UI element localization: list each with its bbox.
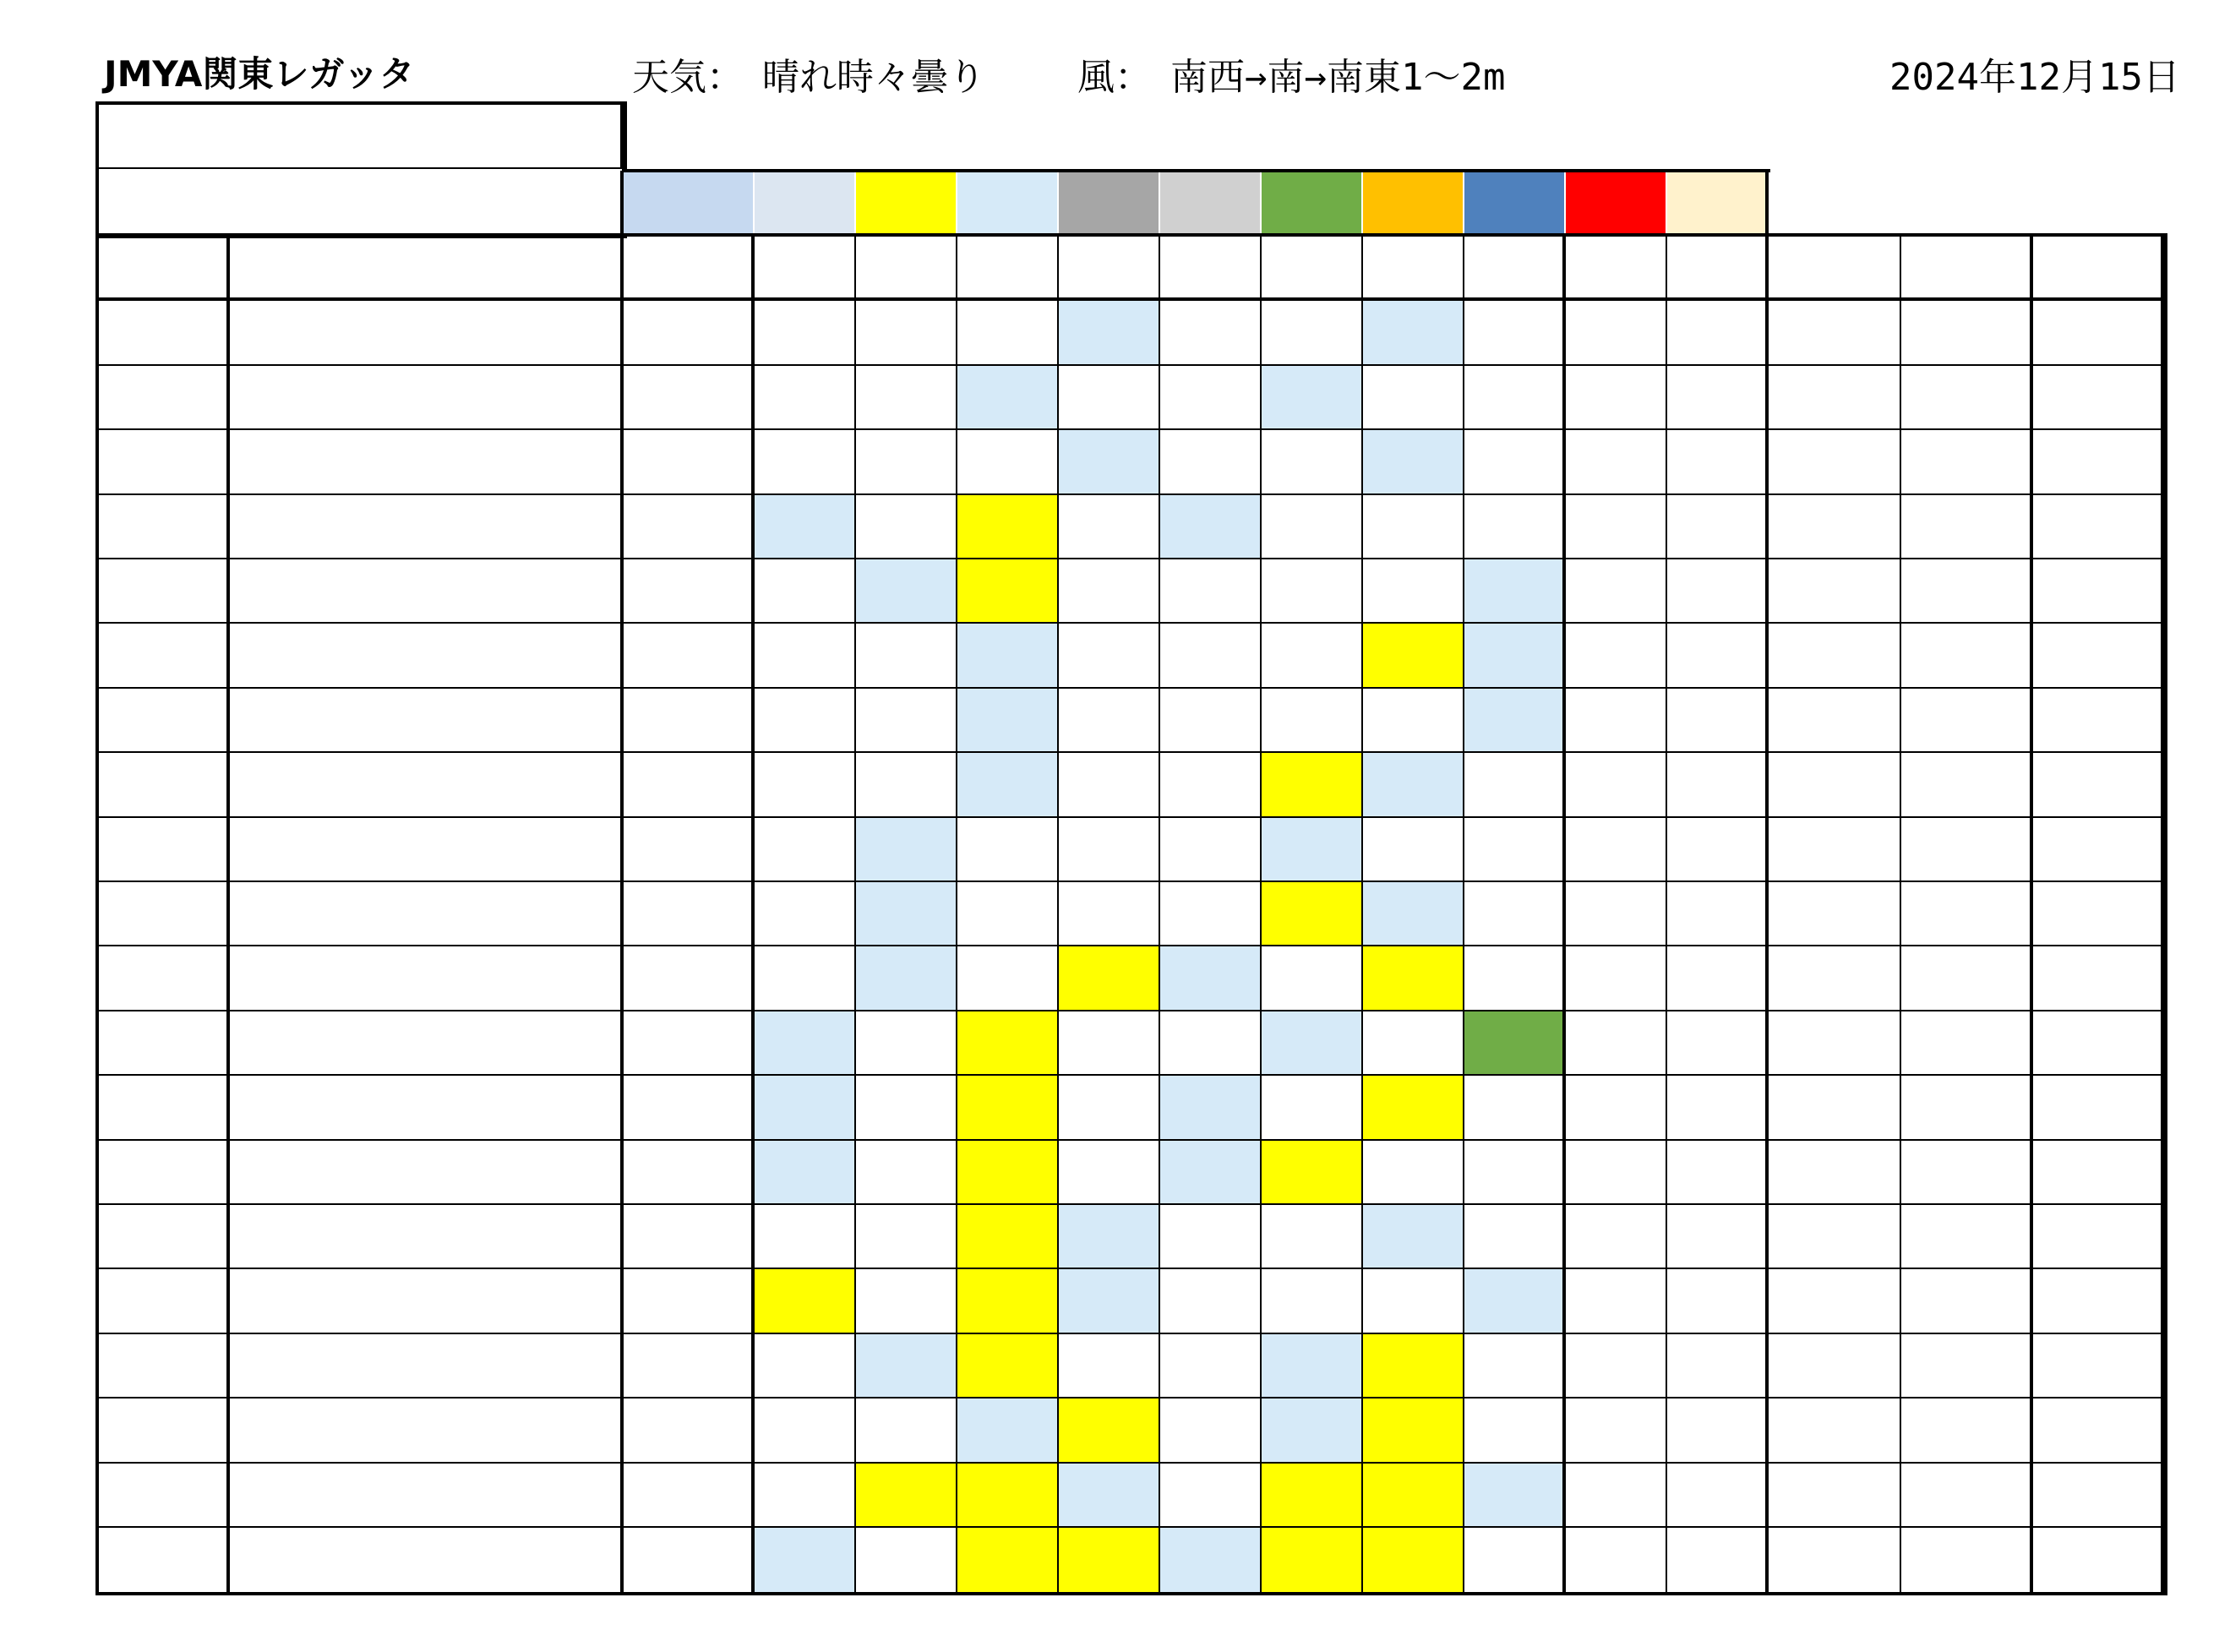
weather-info: 天気： 晴れ時々曇り	[632, 56, 985, 99]
legend-frame	[622, 169, 1770, 238]
regatta-title: JMYA関東レガッタ	[104, 53, 415, 95]
class-box	[95, 101, 627, 238]
wind-info: 風： 南西→南→南東1～2m	[1077, 56, 1506, 99]
event-date: 2024年12月15日	[1889, 56, 2180, 99]
table-frame	[95, 233, 2167, 1595]
